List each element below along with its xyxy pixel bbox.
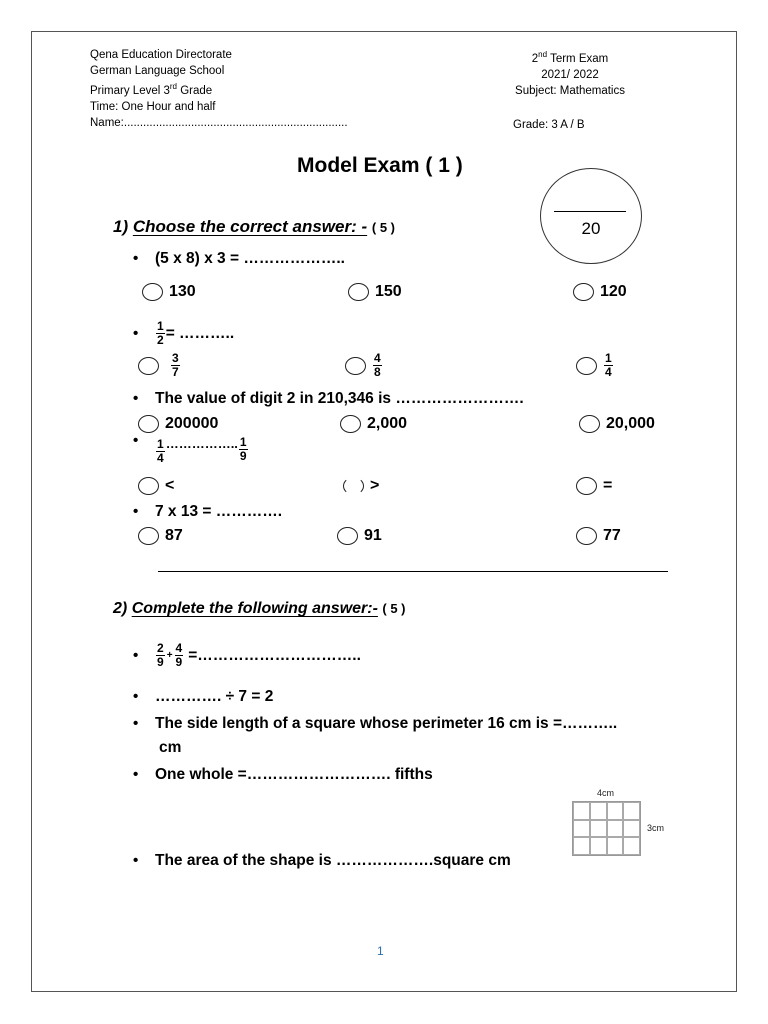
school-name: German Language School [90, 65, 225, 77]
q2-item-1: • $\frac{2}{9}$ + $\frac{4}{9}$ =………………………….. [133, 641, 361, 669]
q2-item-3-cont: cm [159, 739, 182, 756]
section-divider [158, 571, 668, 572]
q1-heading [113, 217, 395, 237]
q2-item-4: • One whole =………………………. fifths [133, 766, 433, 783]
header-left [90, 47, 348, 131]
bullet-icon: • [133, 325, 139, 342]
q2-item-3: • The side length of a square whose perimeter 16 cm is =……….. [133, 715, 618, 732]
q1-title: Choose the correct answer: - [132, 217, 368, 236]
q1-item-1: • (5 x 8) x 3 = ……………….. [133, 250, 345, 267]
q1-item-5-option-a[interactable]: 87 [138, 527, 183, 545]
q1-item-3-option-a[interactable]: 200000 [138, 415, 218, 433]
q1-item-5-option-b[interactable]: 91 [337, 527, 382, 545]
header-right [505, 47, 635, 99]
bullet-icon: • [133, 503, 139, 520]
radio-circle-icon[interactable] [348, 283, 369, 301]
score-total: 20 [581, 219, 601, 238]
area-grid-figure [572, 801, 641, 856]
radio-circle-icon[interactable] [340, 415, 361, 433]
figure-side-label: 3cm [647, 823, 665, 833]
q1-item-2-option-b[interactable]: $\frac{4}{8}$ [345, 352, 383, 379]
radio-circle-icon[interactable] [345, 357, 366, 375]
radio-circle-icon[interactable] [138, 477, 159, 495]
bullet-icon: • [133, 766, 139, 783]
page-title: Model Exam ( 1 ) [297, 154, 463, 177]
radio-circle-icon[interactable] [579, 415, 600, 433]
q2-title: Complete the following answer:- [131, 600, 378, 617]
fraction: $\frac{1}{4}$ [157, 437, 164, 465]
bullet-icon: • [133, 715, 139, 732]
q2-marks: ( 5 ) [382, 601, 406, 616]
q1-number: 1) [113, 217, 129, 236]
radio-circle-icon[interactable] [343, 477, 364, 495]
q1-item-2-option-a[interactable]: $\frac{3}{7}$ [138, 352, 181, 379]
grade-line: Grade: 3 A / B [513, 119, 585, 131]
q1-item-4: • $\frac{1}{4}$ …………….. $\frac{1}{9}$ [133, 432, 247, 465]
bullet-icon: • [133, 390, 139, 407]
q1-item-5-option-c[interactable]: 77 [576, 527, 621, 545]
q2-number: 2) [113, 600, 128, 617]
q1-item-4-option-a[interactable]: < [138, 477, 174, 495]
q1-item-4-option-b[interactable]: > [343, 477, 379, 495]
q1-item-1-option-b[interactable]: 150 [348, 283, 402, 301]
q1-marks: ( 5 ) [371, 220, 395, 235]
fraction: $\frac{2}{9}$ [157, 641, 164, 669]
bullet-icon: • [133, 688, 139, 705]
name-line: Name:...................................................................... [90, 116, 348, 129]
q1-item-3-option-b[interactable]: 2,000 [340, 415, 407, 433]
radio-circle-icon[interactable] [576, 357, 597, 375]
radio-circle-icon[interactable] [138, 415, 159, 433]
score-oval [540, 168, 642, 264]
radio-circle-icon[interactable] [138, 357, 159, 375]
bullet-icon: • [133, 250, 139, 267]
fraction: $\frac{1}{2}$ [157, 319, 164, 347]
q2-heading [113, 600, 406, 618]
radio-circle-icon[interactable] [138, 527, 159, 545]
radio-circle-icon[interactable] [337, 527, 358, 545]
radio-circle-icon[interactable] [573, 283, 594, 301]
q2-item-2: • …………. ÷ 7 = 2 [133, 688, 274, 705]
directorate: Qena Education Directorate [90, 49, 232, 61]
bullet-icon: • [133, 647, 139, 664]
radio-circle-icon[interactable] [576, 477, 597, 495]
radio-circle-icon[interactable] [576, 527, 597, 545]
q1-item-5: • 7 x 13 = …………. [133, 503, 283, 520]
page-number: 1 [377, 944, 384, 958]
subject-line: Subject: Mathematics [515, 84, 625, 97]
q1-item-1-option-c[interactable]: 120 [573, 283, 627, 301]
fraction: $\frac{4}{9}$ [175, 641, 183, 669]
score-line [554, 211, 626, 212]
figure-top-label: 4cm [597, 788, 615, 798]
term-line: 2nd Term Exam [531, 50, 609, 65]
fraction: $\frac{1}{9}$ [239, 435, 247, 463]
q1-item-2: • $\frac{1}{2}$ = ……….. [133, 319, 235, 347]
bullet-icon: • [133, 852, 139, 869]
q1-item-3: • The value of digit 2 in 210,346 is ……………………. [133, 390, 524, 407]
time-line: Time: One Hour and half [90, 100, 216, 113]
radio-circle-icon[interactable] [142, 283, 163, 301]
q1-item-3-option-c[interactable]: 20,000 [579, 415, 655, 433]
q1-item-4-option-c[interactable]: = [576, 477, 612, 495]
year-line: 2021/ 2022 [541, 68, 599, 81]
q1-item-1-option-a[interactable]: 130 [142, 283, 196, 301]
q1-item-2-option-c[interactable]: $\frac{1}{4}$ [576, 352, 614, 379]
bullet-icon: • [133, 432, 139, 449]
level-line: Primary Level 3rd Grade [90, 82, 213, 97]
q2-item-5: • The area of the shape is ……………….square cm [133, 852, 511, 869]
